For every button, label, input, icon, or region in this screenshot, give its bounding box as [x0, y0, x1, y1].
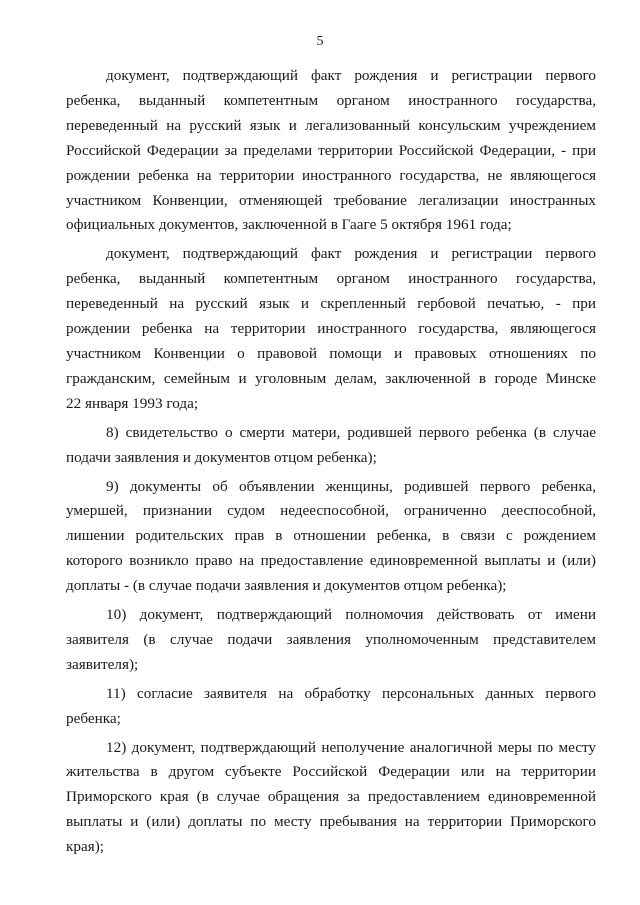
text-line: рождении ребенка на территории иностранного государства, не являющегося	[66, 166, 596, 184]
text-line: 22 января 1993 года;	[66, 394, 199, 412]
text-line: официальных документов, заключенной в Гааге 5 октября 1961 года;	[66, 216, 512, 234]
paragraph-foreign-birth-document-legalized	[66, 64, 596, 238]
text-line: жительства в другом субъекте Российской Федерации или на территории	[66, 763, 596, 781]
document-body	[66, 64, 596, 864]
list-item-10	[66, 603, 596, 678]
text-line: гражданским, семейным и уголовным делам, заключенной в городе Минске	[66, 369, 596, 387]
list-item-11	[66, 682, 596, 732]
text-line: 8) свидетельство о смерти матери, родившей первого ребенка (в случае	[106, 423, 596, 441]
text-line: 9) документы об объявлении женщины, родившей первого ребенка,	[106, 477, 596, 495]
text-line: ребенка, выданный компетентным органом иностранного государства,	[66, 270, 596, 288]
text-line: участником Конвенции, отменяющей требование легализации иностранных	[66, 191, 596, 209]
text-line: документ, подтверждающий факт рождения и регистрации первого	[106, 67, 596, 84]
text-line: рождении ребенка на территории иностранного государства, являющегося	[66, 320, 596, 338]
text-line: выплаты и (или) доплаты по месту пребывания на территории Приморского	[66, 813, 596, 831]
text-line: 11) согласие заявителя на обработку персональных данных первого	[106, 684, 596, 702]
text-line: лишении родительских прав в отношении ребенка, в связи с рождением	[66, 527, 596, 545]
text-line: ребенка, выданный компетентным органом иностранного государства,	[66, 91, 596, 109]
list-item-12	[66, 736, 596, 861]
text-line: документ, подтверждающий факт рождения и регистрации первого	[106, 245, 596, 263]
text-line: участником Конвенции о правовой помощи и правовых отношениях по	[66, 344, 596, 362]
text-line: заявителя (в случае подачи заявления уполномоченным представителем	[66, 630, 596, 648]
text-line: 10) документ, подтверждающий полномочия действовать от имени	[106, 606, 596, 624]
text-line: края);	[66, 838, 104, 856]
text-line: подачи заявления и документов отцом ребенка);	[66, 448, 377, 466]
text-line: Российской Федерации за пределами территории Российской Федерации, - при	[66, 141, 596, 159]
text-line: которого возникло право на предоставление единовременной выплаты и (или)	[66, 552, 596, 570]
text-line: умершей, признании судом недееспособной, ограниченно дееспособной,	[66, 502, 596, 520]
text-line: заявителя);	[66, 655, 139, 673]
text-line: ребенка;	[66, 709, 121, 727]
text-line: доплаты - (в случае подачи заявления и документов отцом ребенка);	[66, 577, 507, 595]
text-line: переведенный на русский язык и легализованный консульским учреждением	[66, 116, 596, 134]
text-line: переведенный на русский язык и скрепленный гербовой печатью, - при	[66, 295, 596, 313]
list-item-9	[66, 475, 596, 600]
page-number: 5	[316, 34, 324, 49]
list-item-8	[66, 421, 596, 471]
text-line: 12) документ, подтверждающий неполучение аналогичной меры по месту	[106, 738, 596, 756]
paragraph-foreign-birth-document-sealed	[66, 242, 596, 416]
text-line: Приморского края (в случае обращения за предоставлением единовременной	[66, 788, 596, 806]
